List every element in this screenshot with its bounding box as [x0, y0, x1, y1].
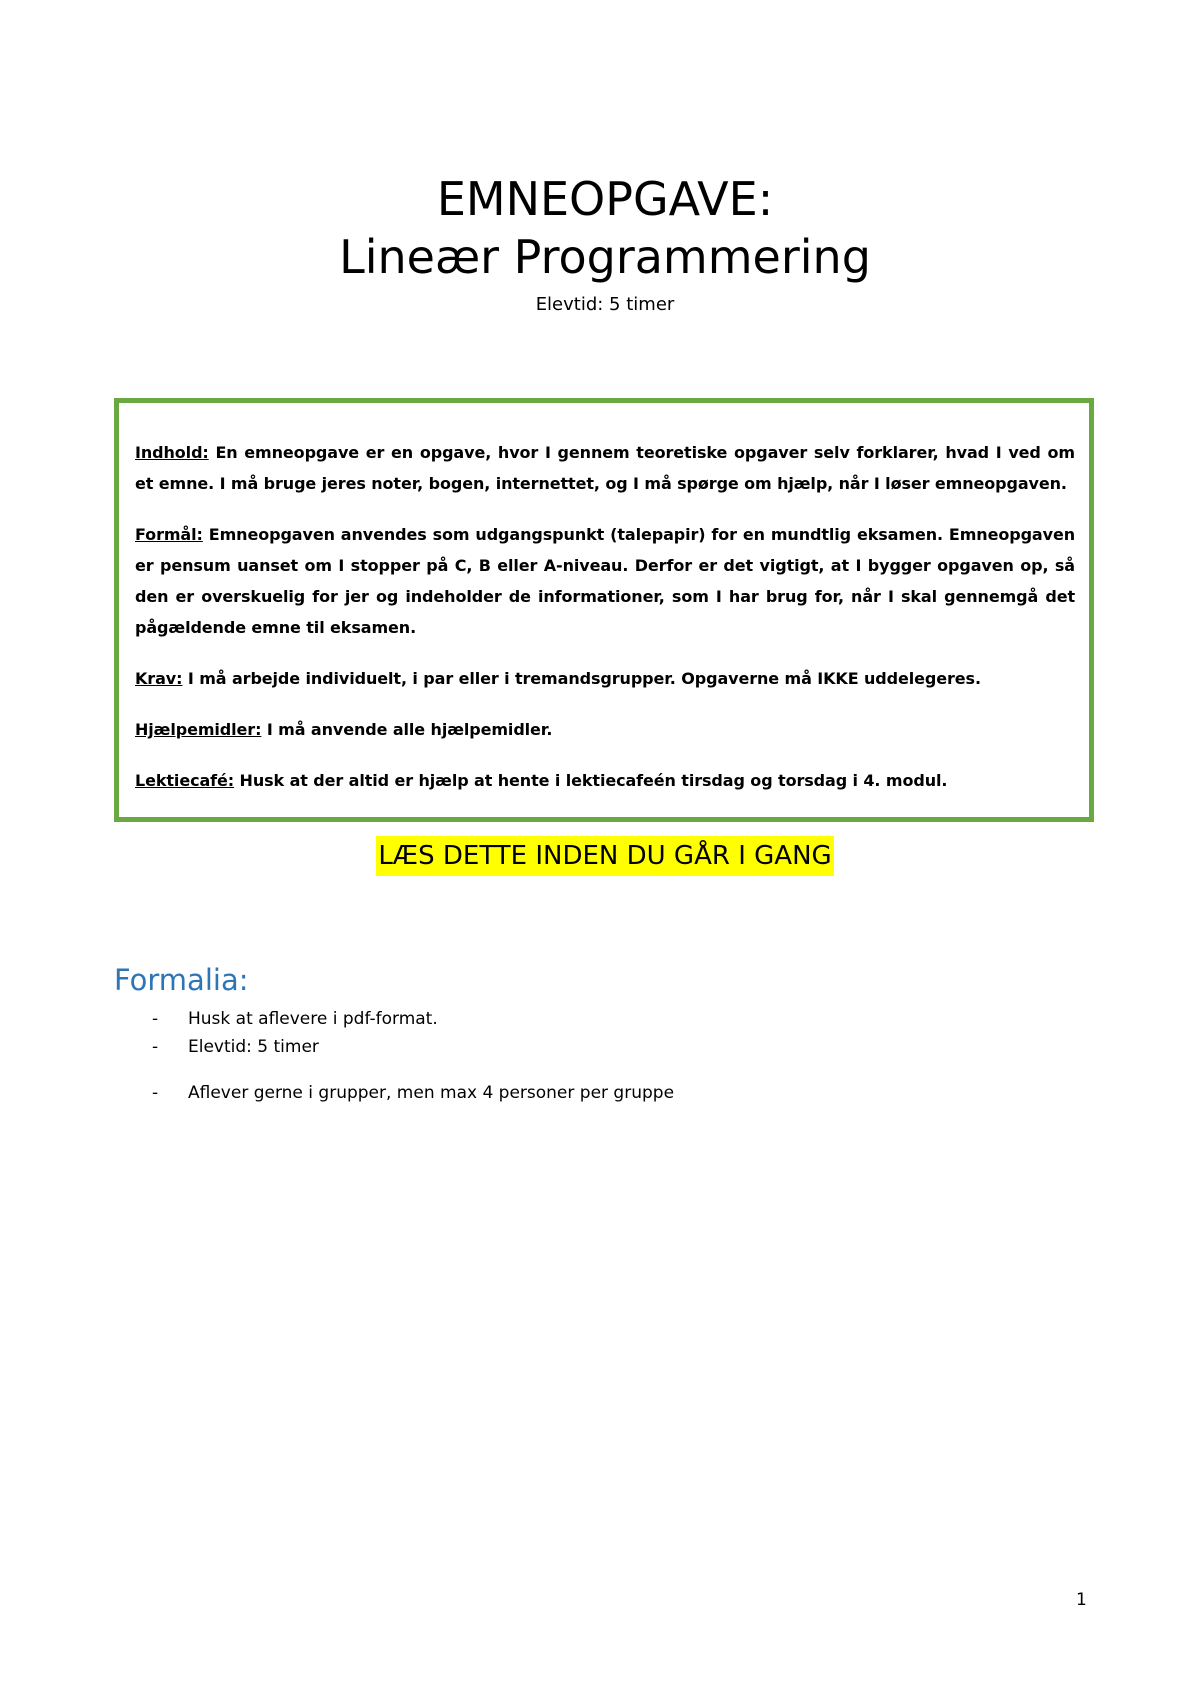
info-purpose — [135, 519, 1075, 643]
info-text-purpose: Emneopgaven anvendes som udgangspunkt (talepapir) for en mundtlig eksamen. Emneopgaven er pensum uanset om I stopper på C, B eller A-niveau. Derfor er det vigtigt, at I bygger opgaven op, så den er overskuelig for jer og indeholder de informationer, som I har brug for, når I skal gennemgå det pågældende emne til eksamen. — [135, 525, 1075, 637]
info-requirements — [135, 663, 1075, 694]
info-label-aids: Hjælpemidler: — [135, 720, 262, 739]
list-item — [152, 1033, 674, 1061]
info-label-content: Indhold: — [135, 443, 209, 462]
student-time: Elevtid: 5 timer — [535, 294, 675, 315]
info-label-homework-cafe: Lektiecafé: — [135, 771, 235, 790]
list-item-text: Aflever gerne i grupper, men max 4 personer per gruppe — [188, 1083, 675, 1103]
info-label-purpose: Formål: — [135, 525, 203, 544]
document-title: EMNEOPGAVE: — [436, 172, 774, 226]
list-item-text: Elevtid: 5 timer — [188, 1037, 319, 1057]
list-item — [152, 1005, 674, 1033]
document-subject: Lineær Programmering — [339, 230, 871, 284]
banner-wrap — [0, 836, 1200, 876]
page-number: 1 — [1076, 1590, 1087, 1610]
info-text-homework-cafe: Husk at der altid er hjælp at hente i lektiecafeén tirsdag og torsdag i 4. modul. — [234, 771, 948, 790]
info-text-requirements: I må arbejde individuelt, i par eller i tremandsgrupper. Opgaverne må IKKE uddelegeres. — [182, 669, 981, 688]
list-item-text: Husk at aflevere i pdf-format. — [188, 1009, 438, 1029]
bullet-dash-icon: - — [152, 1083, 159, 1103]
list-item — [152, 1079, 674, 1107]
title-block — [0, 170, 1200, 318]
bullet-dash-icon: - — [152, 1037, 159, 1057]
formalia-heading: Formalia: — [114, 963, 249, 997]
info-text-content: En emneopgave er en opgave, hvor I gennem teoretiske opgaver selv forklarer, hvad I ved om et emne. I må bruge jeres noter, bogen, internettet, og I må spørge om hjælp, når I løser emneopgaven. — [135, 443, 1075, 493]
info-aids — [135, 714, 1075, 745]
formalia-list — [152, 1005, 674, 1107]
info-label-requirements: Krav: — [135, 669, 183, 688]
info-box — [114, 398, 1094, 822]
info-content — [135, 437, 1075, 499]
info-homework-cafe — [135, 765, 1075, 796]
read-first-banner: LÆS DETTE INDEN DU GÅR I GANG — [376, 836, 833, 876]
info-text-aids: I må anvende alle hjælpemidler. — [261, 720, 553, 739]
bullet-dash-icon: - — [152, 1009, 159, 1029]
